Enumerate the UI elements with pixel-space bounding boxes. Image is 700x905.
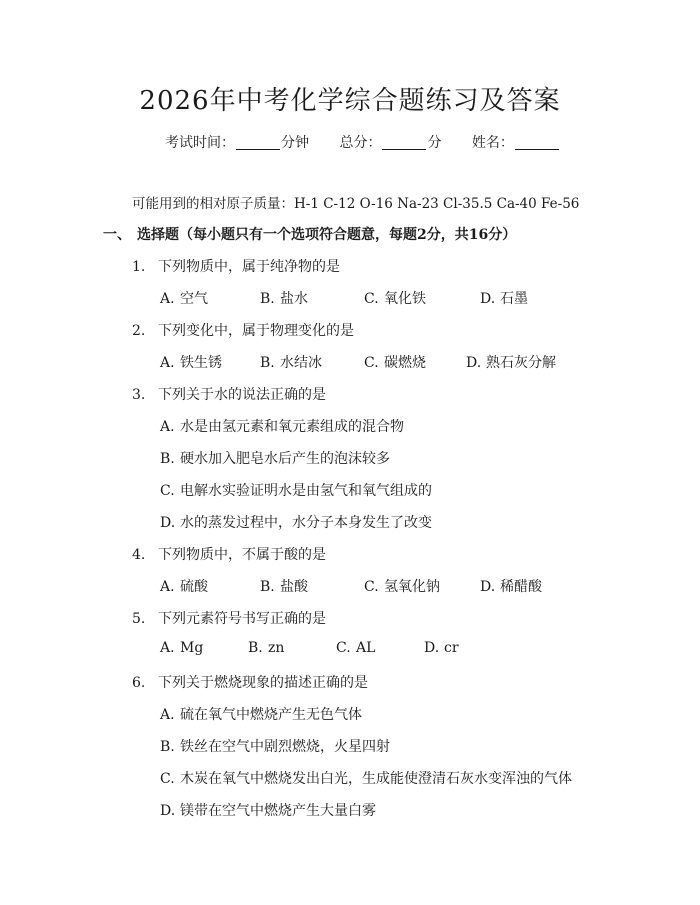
question-text: 下列元素符号书写正确的是 xyxy=(158,611,326,627)
atomic-masses-note: 可能用到的相对原子质量：H-1 C-12 O-16 Na-23 Cl-35.5 Ca-40 Fe-56 xyxy=(132,196,580,212)
total-score-blank xyxy=(382,135,426,150)
option-d: D. 熟石灰分解 xyxy=(466,355,556,371)
exam-title: 2026年中考化学综合题练习及答案 xyxy=(139,86,561,116)
section-heading xyxy=(103,224,516,244)
option-c: C. 氧化铁 xyxy=(364,291,426,307)
exam-time-unit: 分钟 xyxy=(281,135,309,151)
exam-time-label: 考试时间： xyxy=(165,135,235,151)
section-title: 选择题（每小题只有一个选项符合题意，每题2分，共16分） xyxy=(137,227,517,243)
question-number: 2. xyxy=(132,323,146,339)
option-d: D. cr xyxy=(424,640,459,656)
question-text: 下列物质中，不属于酸的是 xyxy=(158,547,326,563)
option-b: B. 盐水 xyxy=(260,291,308,307)
question-text: 下列关于水的说法正确的是 xyxy=(158,387,326,403)
option-c: C. AL xyxy=(336,640,376,656)
question-3 xyxy=(132,384,326,404)
exam-meta xyxy=(165,132,560,152)
question-3-option-a: A. 水是由氢元素和氧元素组成的混合物 xyxy=(160,419,404,435)
option-a: A. Mg xyxy=(160,640,204,656)
student-name-field xyxy=(472,132,560,152)
question-6-option-d: D. 镁带在空气中燃烧产生大量白雾 xyxy=(160,803,376,819)
section-number: 一、 xyxy=(103,227,131,243)
total-score-field xyxy=(339,132,441,152)
option-c: C. 氢氧化钠 xyxy=(364,579,440,595)
question-number: 1. xyxy=(132,259,146,275)
option-b: B. 盐酸 xyxy=(260,579,308,595)
question-4 xyxy=(132,544,326,564)
question-6 xyxy=(132,672,368,692)
question-number: 5. xyxy=(132,611,146,627)
option-a: A. 空气 xyxy=(160,291,208,307)
question-text: 下列变化中，属于物理变化的是 xyxy=(158,323,354,339)
question-1 xyxy=(132,256,340,276)
student-name-blank xyxy=(515,135,559,150)
total-score-label: 总分： xyxy=(339,135,382,151)
question-text: 下列关于燃烧现象的描述正确的是 xyxy=(158,675,368,691)
option-c: C. 碳燃烧 xyxy=(364,355,426,371)
option-a: A. 硫酸 xyxy=(160,579,208,595)
question-3-option-b: B. 硬水加入肥皂水后产生的泡沫较多 xyxy=(160,451,390,467)
total-score-unit: 分 xyxy=(427,135,442,151)
option-b: B. 水结冰 xyxy=(260,355,322,371)
student-name-label: 姓名： xyxy=(471,135,514,151)
question-2 xyxy=(132,320,354,340)
question-text: 下列物质中，属于纯净物的是 xyxy=(158,259,340,275)
question-6-option-a: A. 硫在氧气中燃烧产生无色气体 xyxy=(160,707,362,723)
question-3-option-d: D. 水的蒸发过程中，水分子本身发生了改变 xyxy=(160,515,432,531)
question-number: 4. xyxy=(132,547,146,563)
option-a: A. 铁生锈 xyxy=(160,355,222,371)
question-number: 6. xyxy=(132,675,146,691)
option-b: B. zn xyxy=(248,640,285,656)
question-3-option-c: C. 电解水实验证明水是由氢气和氧气组成的 xyxy=(160,483,432,499)
option-d: D. 石墨 xyxy=(480,291,528,307)
question-5 xyxy=(132,608,326,628)
option-d: D. 稀醋酸 xyxy=(480,579,542,595)
exam-time-blank xyxy=(236,135,280,150)
question-6-option-b: B. 铁丝在空气中剧烈燃烧，火星四射 xyxy=(160,739,390,755)
exam-time-field xyxy=(165,132,309,152)
question-number: 3. xyxy=(132,387,146,403)
question-6-option-c: C. 木炭在氧气中燃烧发出白光，生成能使澄清石灰水变浑浊的气体 xyxy=(160,771,572,787)
